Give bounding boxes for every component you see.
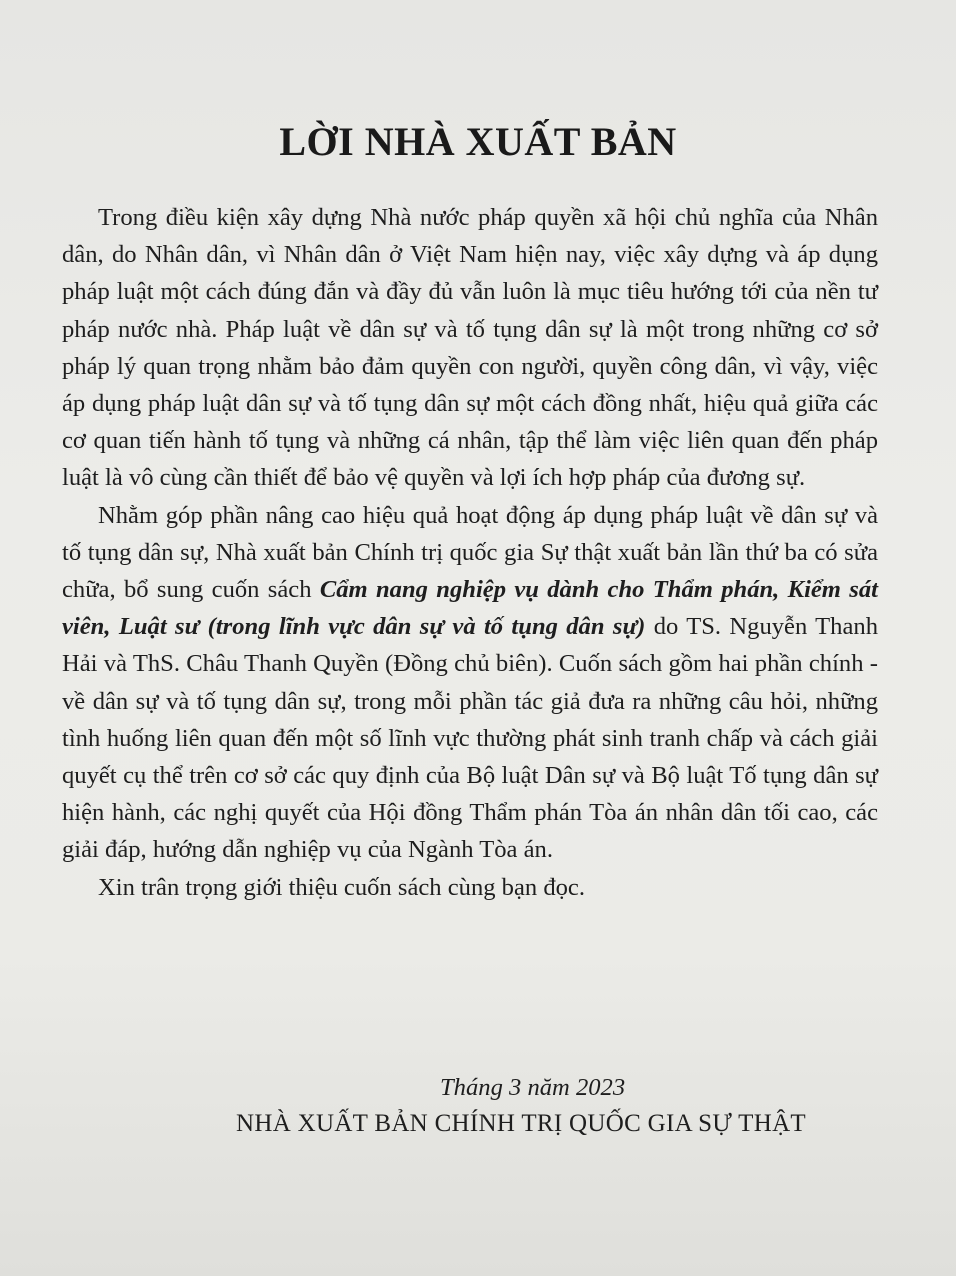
paragraph-2-intro: Nhằm góp phần nâng cao hiệu quả hoạt động áp dụng pháp luật về dân sự và tố tụng dân sự, Nhà xuất bản Chính trị quốc gia Sự thật xuất bản lần thứ ba có sửa chữa, bổ sung cuốn sách [62,501,878,604]
book-title: Cẩm nang nghiệp vụ dành cho Thẩm phán, Kiểm sát viên, Luật sư (trong lĩnh vực dân sự và tố tụng dân sự) [62,576,878,641]
signoff-date: Tháng 3 năm 2023 [440,1074,626,1101]
paragraph-2 [62,497,878,869]
paragraph-3: Xin trân trọng giới thiệu cuốn sách cùng bạn đọc. [98,873,585,901]
paragraph-1: Trong điều kiện xây dựng Nhà nước pháp quyền xã hội chủ nghĩa của Nhân dân, do Nhân dân, vì Nhân dân ở Việt Nam hiện nay, việc xây dựng và áp dụng pháp luật một cách đúng đắn và đầy đủ vẫn luôn là mục tiêu hướng tới của nền tư pháp nước nhà. Pháp luật về dân sự và tố tụng dân sự là một trong những cơ sở pháp lý quan trọng nhằm bảo đảm quyền con người, quyền công dân, vì vậy, việc áp dụng pháp luật dân sự và tố tụng dân sự một cách đồng nhất, hiệu quả giữa các cơ quan tiến hành tố tụng và những cá nhân, tập thể làm việc liên quan đến pháp luật là vô cùng cần thiết để bảo vệ quyền và lợi ích hợp pháp của đương sự. [62,204,878,492]
body-text [62,199,878,906]
paragraph-2-rest: do TS. Nguyễn Thanh Hải và ThS. Châu Thanh Quyền (Đồng chủ biên). Cuốn sách gồm hai phần chính - về dân sự và tố tụng dân sự, trong mỗi phần tác giả đưa ra những câu hỏi, những tình huống liên quan đến một số lĩnh vực thường phát sinh tranh chấp và cách giải quyết cụ thể trên cơ sở các quy định của Bộ luật Dân sự và Bộ luật Tố tụng dân sự hiện hành, các nghị quyết của Hội đồng Thẩm phán Tòa án nhân dân tối cao, các giải đáp, hướng dẫn nghiệp vụ của Ngành Tòa án. [62,613,878,864]
page-title: LỜI NHÀ XUẤT BẢN [279,119,677,164]
signoff-publisher: NHÀ XUẤT BẢN CHÍNH TRỊ QUỐC GIA SỰ THẬT [236,1110,807,1137]
